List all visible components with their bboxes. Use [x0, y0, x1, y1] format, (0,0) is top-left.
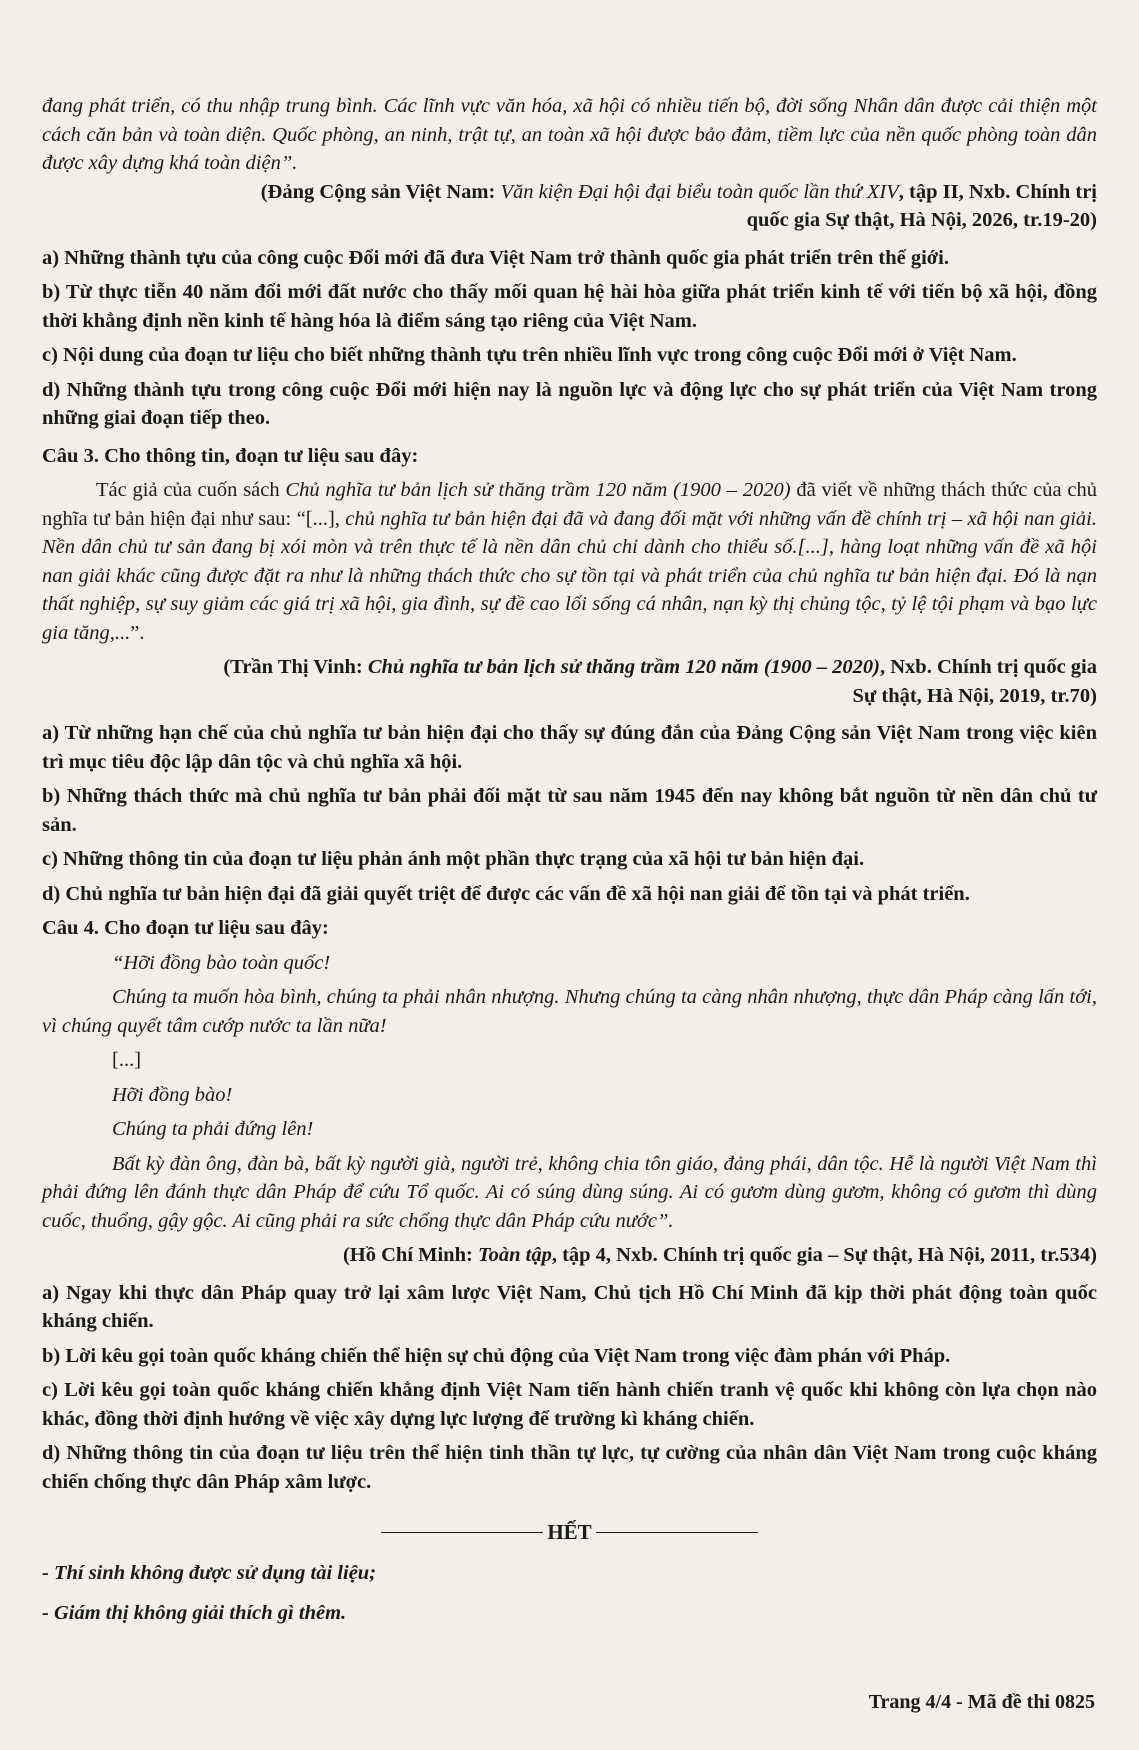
question-3-quote: chủ nghĩa tư bản hiện đại đã và đang đối mặt với những vấn đề chính trị – xã hội nan giải. Nền dân chủ tư sản đang bị xói mòn và trên thực tế là nền dân chủ chỉ dành cho thiểu số.[...], hàng loạt những vấn đề xã hội nan giải khác cũng được đặt ra như là những thách thức cho sự tồn tại và phát triển của chủ nghĩa tư bản hiện đại. Đó là nạn thất nghiệp, sự suy giảm các giá trị xã hội, gia đình, sự đề cao lối sống cá nhân, nạn kỳ thị chủng tộc, tỷ lệ tội phạm và bạo lực gia tăng,... [42, 507, 1097, 644]
question-3-statement-d: d) Chủ nghĩa tư bản hiện đại đã giải quyết triệt để được các vấn đề xã hội nan giải để tồn tại và phát triển. [42, 882, 970, 905]
note-no-explanation: - Giám thị không giải thích gì thêm. [42, 1602, 347, 1624]
question-3-source-line2: Sự thật, Hà Nội, 2019, tr.70) [852, 684, 1097, 707]
divider-rule-left [381, 1532, 543, 1533]
question-4-quote-line-1: “Hỡi đồng bào toàn quốc! [112, 951, 331, 974]
question-4-statement-c: c) Lời kêu gọi toàn quốc kháng chiến khẳng định Việt Nam tiến hành chiến tranh vệ quốc khi không còn lựa chọn nào khác, đồng thời định hướng về việc xây dựng lực lượng để trường kì kháng chiến. [42, 1379, 1097, 1430]
question-4-statement-d: d) Những thông tin của đoạn tư liệu trên thể hiện tinh thần tự lực, tự cường của nhân dân Việt Nam trong cuộc kháng chiến chống thực dân Pháp xâm lược. [42, 1442, 1097, 1493]
question-4-statement-a: a) Ngay khi thực dân Pháp quay trở lại xâm lược Việt Nam, Chủ tịch Hồ Chí Minh đã kịp thời phát động toàn quốc kháng chiến. [42, 1281, 1097, 1332]
question-4-heading: Câu 4. Cho đoạn tư liệu sau đây: [42, 917, 329, 939]
page-footer: Trang 4/4 - Mã đề thi 0825 [868, 1690, 1095, 1713]
question-3-book-title: Chủ nghĩa tư bản lịch sử thăng trầm 120 năm (1900 – 2020) [285, 479, 791, 501]
intro-source-line2: quốc gia Sự thật, Hà Nội, 2026, tr.19-20) [746, 209, 1097, 231]
question-3-statement-b: b) Những thách thức mà chủ nghĩa tư bản phải đối mặt từ sau năm 1945 đến nay không bắt nguồn từ nền dân chủ tư sản. [42, 785, 1097, 836]
intro-statement-b: b) Từ thực tiễn 40 năm đổi mới đất nước cho thấy mối quan hệ hài hòa giữa phát triển kinh tế với tiến bộ xã hội, đồng thời khẳng định nền kinh tế hàng hóa là điểm sáng tạo riêng của Việt Nam. [42, 281, 1097, 332]
question-4-quote-line-3: Hỡi đồng bào! [112, 1083, 233, 1106]
intro-quote-text: đang phát triển, có thu nhập trung bình. Các lĩnh vực văn hóa, xã hội có nhiều tiến bộ, đời sống Nhân dân được cải thiện một cách căn bản và toàn diện. Quốc phòng, an ninh, trật tự, an toàn xã hội được bảo đảm, tiềm lực của nền quốc phòng toàn dân được xây dựng khá toàn diện”. [42, 95, 1097, 174]
intro-statement-c: c) Nội dung của đoạn tư liệu cho biết những thành tựu trên nhiều lĩnh vực trong công cuộc Đổi mới ở Việt Nam. [42, 344, 1017, 366]
divider-rule-right [596, 1532, 758, 1533]
question-3-passage: Tác giả của cuốn sách Chủ nghĩa tư bản lịch sử thăng trầm 120 năm (1900 – 2020) đã viết về những thách thức của chủ nghĩa tư bản hiện đại như sau: “[...], chủ nghĩa tư bản hiện đại đã và đang đối mặt với những vấn đề chính trị – xã hội nan giải. Nền dân chủ tư sản đang bị xói mòn và trên thực tế là nền dân chủ chỉ dành cho thiểu số.[...], hàng loạt những vấn đề xã hội nan giải khác cũng được đặt ra như là những thách thức cho sự tồn tại và phát triển của chủ nghĩa tư bản hiện đại. Đó là nạn thất nghiệp, sự suy giảm các giá trị xã hội, gia đình, sự đề cao lối sống cá nhân, nạn kỳ thị chủng tộc, tỷ lệ tội phạm và bạo lực gia tăng,...”. [42, 479, 1097, 644]
question-4-quote-line-5: Bất kỳ đàn ông, đàn bà, bất kỳ người già, người trẻ, không chia tôn giáo, đảng phái, dân tộc. Hễ là người Việt Nam thì phải đứng lên đánh thực dân Pháp để cứu Tổ quốc. Ai có súng dùng súng. Ai có gươm dùng gươm, không có gươm thì dùng cuốc, thuổng, gậy gộc. Ai cũng phải ra sức chống thực dân Pháp cứu nước”. [42, 1152, 1097, 1232]
end-marker: HẾT [547, 1520, 592, 1544]
question-4-quote-line-2: Chúng ta muốn hòa bình, chúng ta phải nhân nhượng. Nhưng chúng ta càng nhân nhượng, thực dân Pháp càng lấn tới, vì chúng quyết tâm cướp nước ta lần nữa! [42, 986, 1097, 1037]
intro-statement-a: a) Những thành tựu của công cuộc Đổi mới đã đưa Việt Nam trở thành quốc gia phát triển trên thế giới. [42, 246, 949, 269]
exam-notes [42, 1559, 1097, 1628]
intro-source-line1: (Đảng Cộng sản Việt Nam: Văn kiện Đại hội đại biểu toàn quốc lần thứ XIV, tập II, Nxb. Chính trị [260, 180, 1097, 203]
question-3-statement-c: c) Những thông tin của đoạn tư liệu phản ánh một phần thực trạng của xã hội tư bản hiện đại. [42, 848, 865, 870]
question-4-quote-line-4: Chúng ta phải đứng lên! [112, 1118, 314, 1140]
intro-source-title: Văn kiện Đại hội đại biểu toàn quốc lần thứ XIV [500, 180, 899, 203]
intro-statement-d: d) Những thành tựu trong công cuộc Đổi mới hiện nay là nguồn lực và động lực cho sự phát triển của Việt Nam trong những giai đoạn tiếp theo. [42, 378, 1097, 429]
note-no-materials: - Thí sinh không được sử dụng tài liệu; [42, 1561, 377, 1584]
question-4-quote-ellipsis: [...] [112, 1049, 142, 1071]
question-3-source-line1: (Trần Thị Vinh: Chủ nghĩa tư bản lịch sử thăng trầm 120 năm (1900 – 2020), Nxb. Chính trị quốc gia [223, 656, 1097, 678]
question-4-source: (Hồ Chí Minh: Toàn tập, tập 4, Nxb. Chính trị quốc gia – Sự thật, Hà Nội, 2011, tr.534) [342, 1244, 1097, 1266]
question-3-statement-a: a) Từ những hạn chế của chủ nghĩa tư bản hiện đại cho thấy sự đúng đắn của Đảng Cộng sản Việt Nam trong việc kiên trì mục tiêu độc lập dân tộc và chủ nghĩa xã hội. [42, 722, 1097, 773]
question-4-statement-b: b) Lời kêu gọi toàn quốc kháng chiến thể hiện sự chủ động của Việt Nam trong việc đàm phán với Pháp. [42, 1344, 951, 1367]
question-3-heading: Câu 3. Cho thông tin, đoạn tư liệu sau đây: [42, 444, 419, 467]
end-divider [42, 1518, 1097, 1547]
